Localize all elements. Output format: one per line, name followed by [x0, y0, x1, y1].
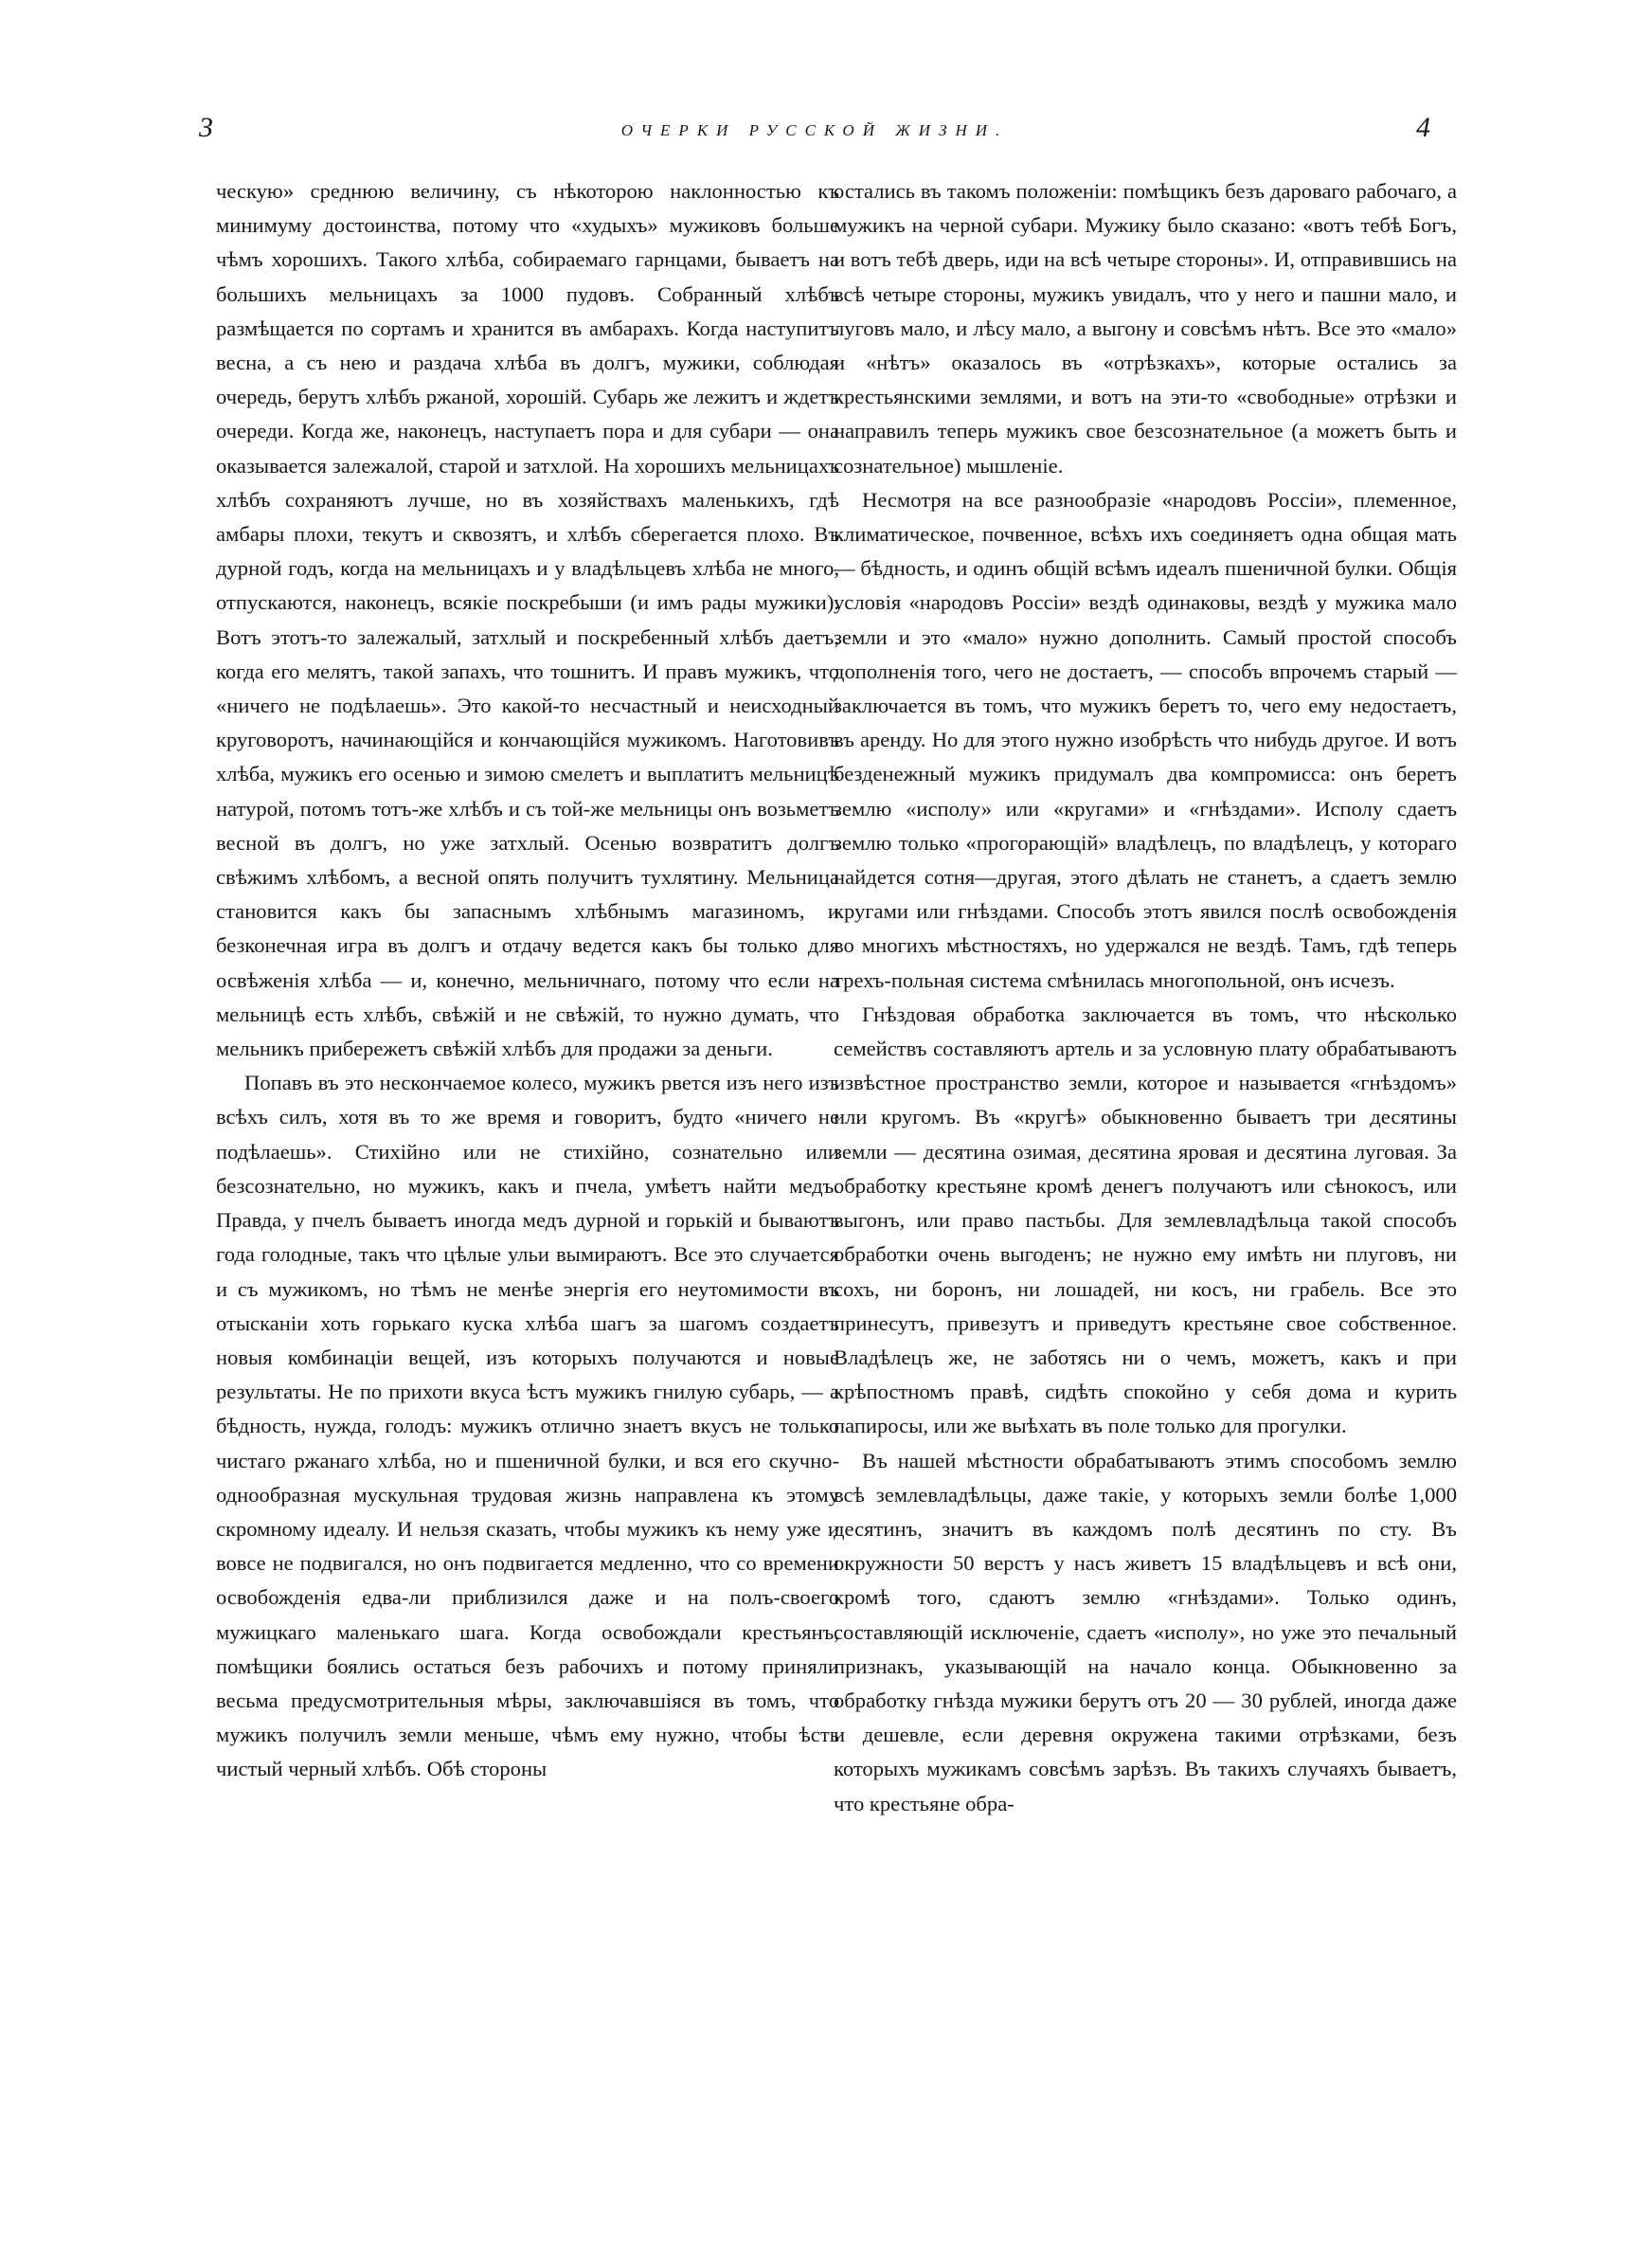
paragraph: Гнѣздовая обработка заключается въ томъ, что нѣсколько семействъ составляютъ артель и за условную плату обрабатываютъ извѣстное пространство земли, которое и называется «гнѣздомъ» или кругомъ. Въ «кругѣ» обыкновенно бываетъ три десятины земли — десятина озимая, десятина яровая и десятина луговая. За обработку крестьяне кромѣ денегъ получаютъ или сѣнокосъ, или выгонъ, или право пастьбы. Для землевладѣльца такой способъ обработки очень выгоденъ; не нужно ему имѣть ни плуговъ, ни сохъ, ни боронъ, ни лошадей, ни косъ, ни грабель. Все это принесутъ, привезутъ и приведутъ крестьяне свое собственное. Владѣлецъ же, не заботясь ни о чемъ, можетъ, какъ и при крѣпостномъ правѣ, сидѣть спокойно у себя дома и курить папиросы, или же выѣхать въ поле только для прогулки.	[834, 1002, 1457, 1438]
paragraph: Въ нашей мѣстности обрабатываютъ этимъ способомъ землю всѣ землевладѣльцы, даже такіе, у которыхъ земли болѣе 1,000 десятинъ, значитъ въ каждомъ полѣ десятинъ по сту. Въ окружности 50 верстъ у насъ живетъ 15 владѣльцевъ и всѣ они, кромѣ того, сдаютъ землю «гнѣздами». Только одинъ, составляющій исключеніе, сдаетъ «исполу», но уже это печальный признакъ, указывающій на начало конца. Обыкновенно за обработку гнѣзда мужики берутъ отъ 20 — 30 рублей, иногда даже и дешевле, если деревня окружена такими отрѣзками, безъ которыхъ мужикамъ совсѣмъ зарѣзъ. Въ такихъ случаяхъ бываетъ, что крестьяне обра-	[834, 1448, 1457, 1815]
left-column	[216, 174, 839, 1787]
running-title: ОЧЕРКИ РУССКОЙ ЖИЗНИ.	[620, 121, 1009, 139]
page-number-left: 3	[199, 112, 213, 143]
page-header	[199, 112, 1430, 150]
paragraph: Несмотря на все разнообразіе «народовъ Россіи», племенное, климатическое, почвенное, всѣхъ ихъ соединяетъ одна общая мать — бѣдность, и одинъ общій всѣмъ идеалъ пшеничной булки. Общія условія «народовъ Россіи» вездѣ одинаковы, вездѣ у мужика мало земли и это «мало» нужно дополнить. Самый простой способъ дополненія того, чего не достаетъ, — способъ впрочемъ старый — заключается въ томъ, что мужикъ беретъ то, чего ему недостаетъ, въ аренду. Но для этого нужно изобрѣсть что нибудь другое. И вотъ безденежный мужикъ придумалъ два компромисса: онъ беретъ землю «исполу» или «кругами» и «гнѣздами». Исполу сдаетъ землю только «прогорающій» владѣлецъ, по владѣлецъ, у котораго найдется сотня—другая, этого дѣлать не станетъ, а сдаетъ землю кругами или гнѣздами. Способъ этотъ явился послѣ освобожденія во многихъ мѣстностяхъ, но удержался не вездѣ. Тамъ, гдѣ теперь трехъ-польная система смѣнилась многопольной, онъ исчезъ.	[834, 487, 1457, 992]
paragraph: остались въ такомъ положеніи: помѣщикъ безъ дароваго рабочаго, а мужикъ на черной субари. Мужику было сказано: «вотъ тебѣ Богъ, и вотъ тебѣ дверь, иди на всѣ четыре стороны». И, отправившись на всѣ четыре стороны, мужикъ увидалъ, что у него и пашни мало, и луговъ мало, и лѣсу мало, а выгону и совсѣмъ нѣтъ. Все это «мало» и «нѣтъ» оказалось въ «отрѣзкахъ», которые остались за крестьянскими землями, и вотъ на эти-то «свободные» отрѣзки и направилъ теперь мужикъ свое безсознательное (а можетъ быть и сознательное) мышленіе.	[834, 179, 1457, 478]
right-column	[834, 174, 1457, 1821]
paragraph: Попавъ въ это нескончаемое колесо, мужикъ рвется изъ него изъ всѣхъ силъ, хотя въ то же время и говоритъ, будто «ничего не подѣлаешь». Стихійно или не стихійно, сознательно или безсознательно, но мужикъ, какъ и пчела, умѣетъ найти медъ. Правда, у пчелъ бываетъ иногда медъ дурной и горькій и бываютъ года голодные, такъ что цѣлые ульи вымираютъ. Все это случается и съ мужикомъ, но тѣмъ не менѣе энергія его неутомимости въ отысканіи хоть горькаго куска хлѣба шагъ за шагомъ создаетъ новыя комбинаціи вещей, изъ которыхъ получаются и новые результаты. Не по прихоти вкуса ѣстъ мужикъ гнилую субарь, — а бѣдность, нужда, голодъ: мужикъ отлично знаетъ вкусъ не только чистаго ржанаго хлѣба, но и пшеничной булки, и вся его скучно-однообразная мускульная трудовая жизнь направлена къ этому скромному идеалу. И нельзя сказать, чтобы мужикъ къ нему уже и вовсе не подвигался, но онъ подвигается медленно, что со времени освобожденія едва-ли приблизился даже и на полъ-своего мужицкаго маленькаго шага. Когда освобождали крестьянъ, помѣщики боялись остаться безъ рабочихъ и потому приняли весьма предусмотрительныя мѣры, заключавшіяся въ томъ, что мужикъ получилъ земли меньше, чѣмъ ему нужно, чтобы ѣсть чистый черный хлѣбъ. Обѣ стороны	[216, 1071, 839, 1781]
paragraph: ческую» среднюю величину, съ нѣкоторою наклонностью къ минимуму достоинства, потому что «худыхъ» мужиковъ больше чѣмъ хорошихъ. Такого хлѣба, собираемаго гарнцами, бываетъ на большихъ мельницахъ за 1000 пудовъ. Собранный хлѣбъ размѣщается по сортамъ и хранится въ амбарахъ. Когда наступитъ весна, а съ нею и раздача хлѣба въ долгъ, мужики, соблюдая очередь, берутъ хлѣбъ ржаной, хорошій. Субарь же лежитъ и ждетъ очереди. Когда же, наконецъ, наступаетъ пора и для субари — она оказывается залежалой, старой и затхлой. На хорошихъ мельницахъ хлѣбъ сохраняютъ лучше, но въ хозяйствахъ маленькихъ, гдѣ амбары плохи, текутъ и сквозятъ, и хлѣбъ сберегается плохо. Въ дурной годъ, когда на мельницахъ и у владѣльцевъ хлѣба не много, отпускаются, наконецъ, всякіе поскребыши (и имъ рады мужики). Вотъ этотъ-то залежалый, затхлый и поскребенный хлѣбъ даетъ, когда его мелятъ, такой запахъ, что тошнитъ. И правъ мужикъ, что «ничего не подѣлаешь». Это какой-то несчастный и неисходный круговоротъ, начинающійся и кончающійся мужикомъ. Наготовивъ хлѣба, мужикъ его осенью и зимою смелетъ и выплатитъ мельницѣ натурой, потомъ тотъ-же хлѣбъ и съ той-же мельницы онъ возьметъ весной въ долгъ, но уже затхлый. Осенью возвратитъ долгъ свѣжимъ хлѣбомъ, а весной опять получитъ тухлятину. Мельница становится какъ бы запаснымъ хлѣбнымъ магазиномъ, и безконечная игра въ долгъ и отдачу ведется какъ бы только для освѣженія хлѣба — и, конечно, мельничнаго, потому что если на мельницѣ есть хлѣбъ, свѣжій и не свѣжій, то нужно думать, что мельникъ прибережетъ свѣжій хлѣбъ для продажи за деньги.	[216, 179, 839, 1061]
page-number-right: 4	[1416, 112, 1430, 143]
